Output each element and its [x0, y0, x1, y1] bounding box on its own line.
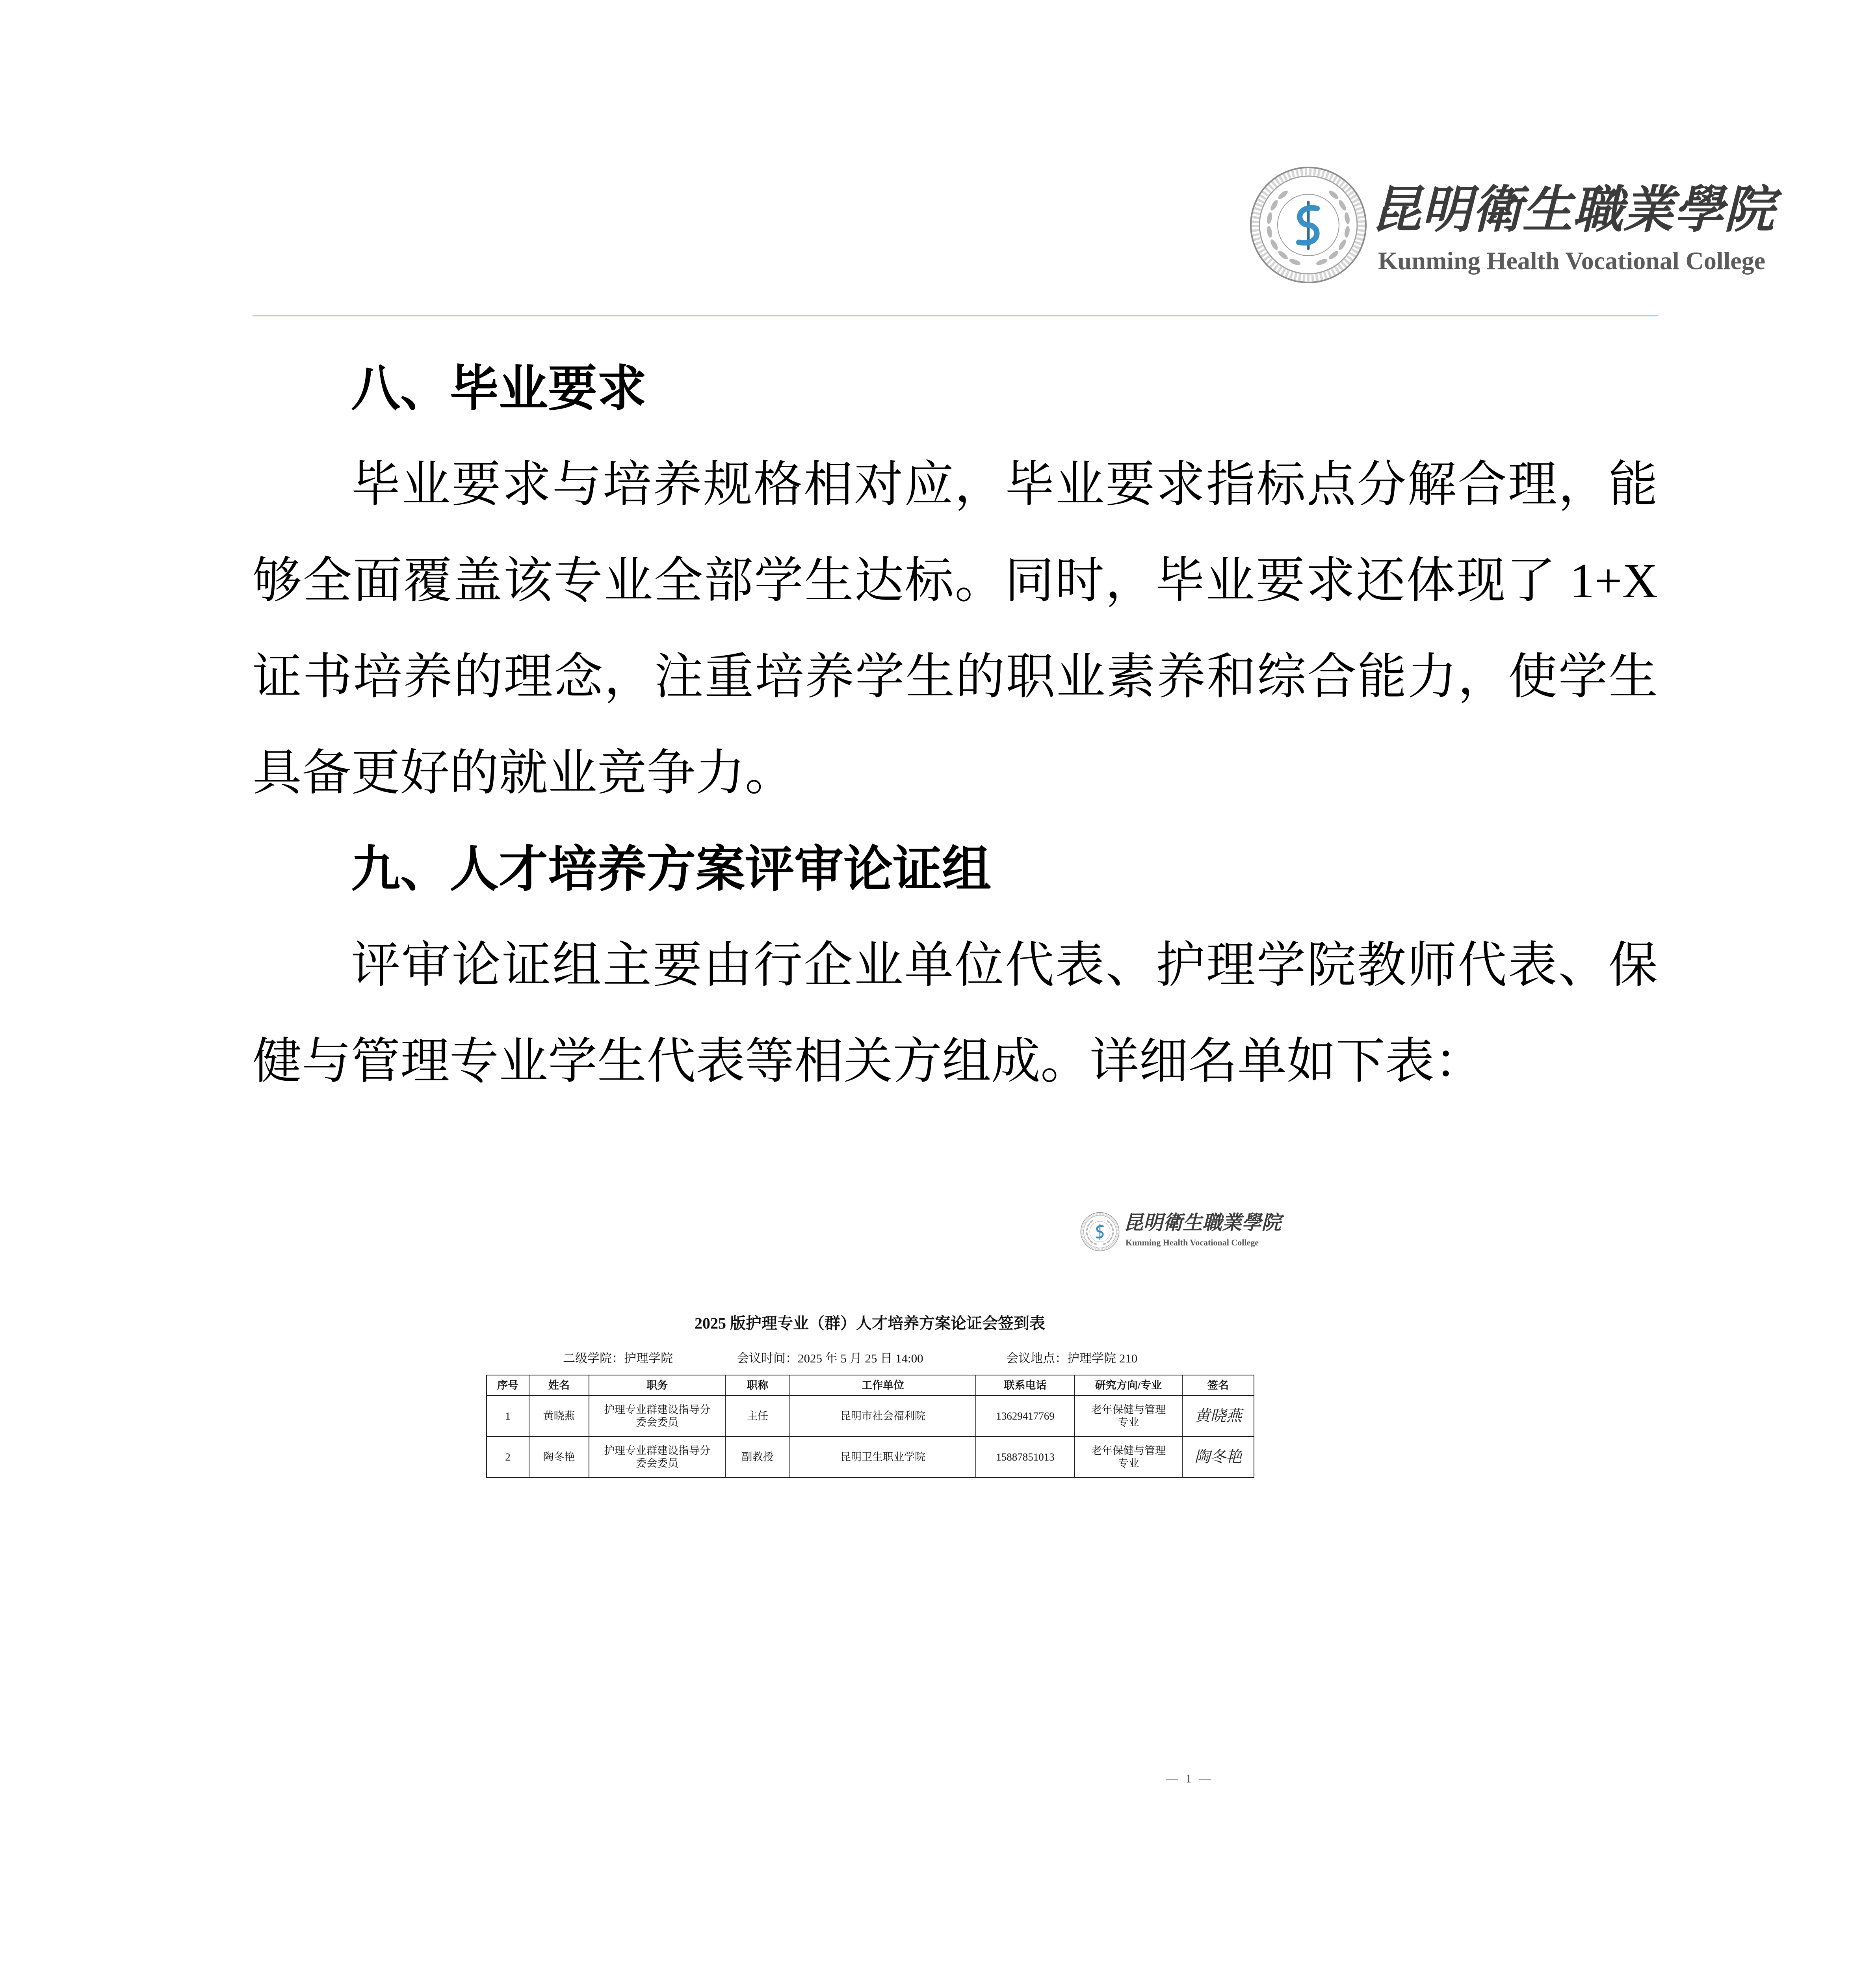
column-header-workplace: 工作单位	[790, 1375, 976, 1396]
header-divider	[253, 315, 1658, 316]
table-row	[487, 1437, 1254, 1478]
column-header-field: 研究方向/专业	[1075, 1375, 1182, 1396]
sheet-emblem-icon	[1080, 1212, 1120, 1251]
handwritten-signature: 陶冬艳	[1182, 1437, 1254, 1478]
sheet-college: 二级学院：护理学院	[563, 1351, 673, 1365]
sheet-college-name-cn: 昆明衛生職業學院	[1124, 1211, 1281, 1234]
paragraph-line: 评审论证组主要由行企业单位代表、护理学院教师代表、保	[351, 939, 1658, 993]
section-heading: 九、人才培养方案评审论证组	[351, 841, 991, 898]
sheet-emblem-graphic	[1081, 1212, 1119, 1251]
sheet-page-footer: — 1 —	[1166, 1772, 1213, 1785]
cell-phone: 15887851013	[976, 1437, 1075, 1478]
cell-workplace: 昆明市社会福利院	[790, 1396, 976, 1437]
document-body	[253, 341, 1658, 1110]
cell-index: 2	[487, 1437, 529, 1478]
column-header-duty: 职务	[589, 1375, 725, 1396]
column-header-title: 职称	[725, 1375, 790, 1396]
college-name-cn: 昆明衛生職業學院	[1371, 180, 1775, 239]
section-heading: 八、毕业要求	[351, 360, 646, 417]
college-name-en: Kunming Health Vocational College	[1378, 247, 1766, 275]
table-header-row	[487, 1375, 1254, 1396]
paragraph-line: 够全面覆盖该专业全部学生达标。同时，毕业要求还体现了 1+X	[253, 554, 1658, 608]
cell-name: 黄晓燕	[529, 1396, 589, 1437]
cell-title: 副教授	[725, 1437, 790, 1478]
column-header-name: 姓名	[529, 1375, 589, 1396]
college-emblem-graphic	[1251, 167, 1366, 282]
cell-field: 老年保健与管理专业	[1075, 1396, 1182, 1437]
paragraph-line: 具备更好的就业竞争力。	[253, 746, 794, 801]
sign-in-table	[486, 1375, 1254, 1478]
paragraph-line: 毕业要求与培养规格相对应，毕业要求指标点分解合理，能	[351, 458, 1658, 512]
sheet-meeting-place: 会议地点：护理学院 210	[1006, 1351, 1138, 1365]
cell-duty: 护理专业群建设指导分委会委员	[589, 1437, 725, 1478]
table-row	[487, 1396, 1254, 1437]
cell-workplace: 昆明卫生职业学院	[790, 1437, 976, 1478]
paragraph-line: 健与管理专业学生代表等相关方组成。详细名单如下表：	[253, 1035, 1484, 1089]
sheet-title: 2025 版护理专业（群）人才培养方案论证会签到表	[695, 1314, 1045, 1332]
sheet-college-name-en: Kunming Health Vocational College	[1126, 1238, 1259, 1247]
cell-name: 陶冬艳	[529, 1437, 589, 1478]
column-header-signature: 签名	[1182, 1375, 1254, 1396]
college-emblem-icon	[1249, 166, 1367, 284]
cell-field: 老年保健与管理专业	[1075, 1437, 1182, 1478]
cell-phone: 13629417769	[976, 1396, 1075, 1437]
cell-index: 1	[487, 1396, 529, 1437]
paragraph-line: 证书培养的理念，注重培养学生的职业素养和综合能力，使学生	[253, 650, 1658, 704]
handwritten-signature: 黄晓燕	[1182, 1396, 1254, 1437]
column-header-phone: 联系电话	[976, 1375, 1075, 1396]
column-header-index: 序号	[487, 1375, 529, 1396]
cell-duty: 护理专业群建设指导分委会委员	[589, 1396, 725, 1437]
cell-title: 主任	[725, 1396, 790, 1437]
sheet-meeting-time: 会议时间：2025 年 5 月 25 日 14:00	[737, 1351, 923, 1365]
